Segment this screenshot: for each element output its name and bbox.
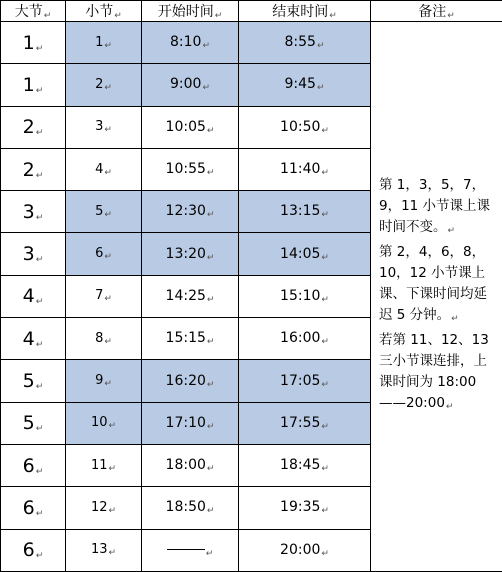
end-time-cell: 11:40↵ bbox=[239, 148, 371, 190]
end-time-cell: 18:45↵ bbox=[239, 444, 371, 486]
end-time-cell: 16:00↵ bbox=[239, 318, 371, 360]
end-time-cell: 8:55↵ bbox=[239, 22, 371, 64]
header-remarks: 备注↵ bbox=[371, 1, 502, 22]
start-time-cell: 13:20↵ bbox=[142, 233, 239, 275]
big-period-cell: 1↵ bbox=[1, 22, 66, 64]
start-time-cell: 16:20↵ bbox=[142, 360, 239, 402]
small-period-cell: 11↵ bbox=[66, 444, 142, 486]
big-period-cell: 6↵ bbox=[1, 487, 66, 529]
header-big-period: 大节↵ bbox=[1, 1, 66, 22]
small-period-cell: 10↵ bbox=[66, 402, 142, 444]
end-time-cell: 20:00↵ bbox=[239, 529, 371, 571]
big-period-cell: 5↵ bbox=[1, 402, 66, 444]
small-period-cell: 8↵ bbox=[66, 318, 142, 360]
big-period-cell: 1↵ bbox=[1, 64, 66, 106]
start-time-cell: ↵ bbox=[142, 529, 239, 571]
start-time-cell: 18:00↵ bbox=[142, 444, 239, 486]
big-period-cell: 2↵ bbox=[1, 148, 66, 190]
small-period-cell: 7↵ bbox=[66, 275, 142, 317]
end-time-cell: 14:05↵ bbox=[239, 233, 371, 275]
end-time-cell: 19:35↵ bbox=[239, 487, 371, 529]
start-time-cell: 18:50↵ bbox=[142, 487, 239, 529]
no-start-time-dash bbox=[167, 549, 205, 550]
end-time-cell: 10:50↵ bbox=[239, 106, 371, 148]
remark-note-3: 若第 11、12、13 三小节课连排，上课时间为 18:00——20:00↵ bbox=[379, 332, 489, 412]
end-time-cell: 9:45↵ bbox=[239, 64, 371, 106]
remarks-cell bbox=[371, 22, 502, 572]
header-row bbox=[1, 1, 502, 22]
remark-note-1: 第 1，3，5，7，9，11 小节课上课时间不变。↵ bbox=[379, 177, 491, 236]
big-period-cell: 4↵ bbox=[1, 275, 66, 317]
start-time-cell: 14:25↵ bbox=[142, 275, 239, 317]
small-period-cell: 9↵ bbox=[66, 360, 142, 402]
small-period-cell: 2↵ bbox=[66, 64, 142, 106]
big-period-cell: 3↵ bbox=[1, 191, 66, 233]
big-period-cell: 3↵ bbox=[1, 233, 66, 275]
small-period-cell: 13↵ bbox=[66, 529, 142, 571]
remark-note-2: 第 2，4，6，8，10，12 小节课上课、下课时间均延迟 5 分钟。↵ bbox=[379, 244, 487, 324]
big-period-cell: 5↵ bbox=[1, 360, 66, 402]
start-time-cell: 12:30↵ bbox=[142, 191, 239, 233]
end-time-cell: 17:55↵ bbox=[239, 402, 371, 444]
start-time-cell: 9:00↵ bbox=[142, 64, 239, 106]
start-time-cell: 15:15↵ bbox=[142, 318, 239, 360]
start-time-cell: 17:10↵ bbox=[142, 402, 239, 444]
small-period-cell: 6↵ bbox=[66, 233, 142, 275]
big-period-cell: 4↵ bbox=[1, 318, 66, 360]
big-period-cell: 2↵ bbox=[1, 106, 66, 148]
start-time-cell: 10:55↵ bbox=[142, 148, 239, 190]
small-period-cell: 3↵ bbox=[66, 106, 142, 148]
end-time-cell: 13:15↵ bbox=[239, 191, 371, 233]
header-start-time: 开始时间↵ bbox=[142, 1, 239, 22]
big-period-cell: 6↵ bbox=[1, 529, 66, 571]
start-time-cell: 10:05↵ bbox=[142, 106, 239, 148]
small-period-cell: 4↵ bbox=[66, 148, 142, 190]
end-time-cell: 15:10↵ bbox=[239, 275, 371, 317]
header-small-period: 小节↵ bbox=[66, 1, 142, 22]
header-end-time: 结束时间↵ bbox=[239, 1, 371, 22]
small-period-cell: 12↵ bbox=[66, 487, 142, 529]
start-time-cell: 8:10↵ bbox=[142, 22, 239, 64]
table-row bbox=[1, 22, 502, 64]
big-period-cell: 6↵ bbox=[1, 444, 66, 486]
small-period-cell: 5↵ bbox=[66, 191, 142, 233]
small-period-cell: 1↵ bbox=[66, 22, 142, 64]
end-time-cell: 17:05↵ bbox=[239, 360, 371, 402]
